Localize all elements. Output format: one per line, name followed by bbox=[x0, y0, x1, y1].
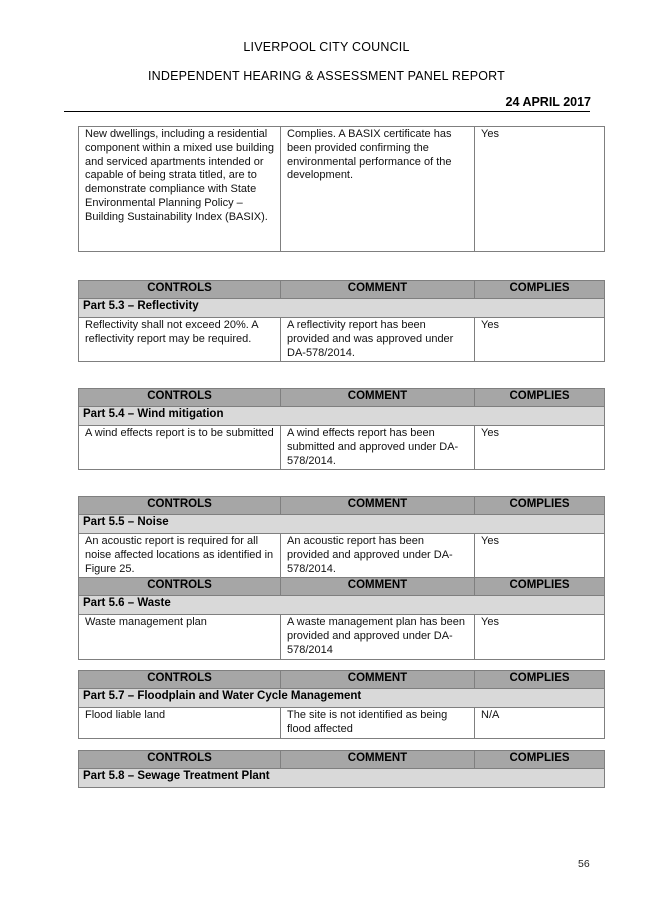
part-row bbox=[79, 299, 605, 318]
comment-cell: Complies. A BASIX certificate has been provided confirming the environmental performance of the development. bbox=[281, 127, 475, 252]
comment-cell: A reflectivity report has been provided and was approved under DA-578/2014. bbox=[281, 318, 475, 362]
table-row bbox=[79, 708, 605, 739]
table-header-row bbox=[79, 751, 605, 769]
council-name: LIVERPOOL CITY COUNCIL bbox=[243, 40, 410, 54]
complies-header: COMPLIES bbox=[475, 281, 605, 299]
control-cell: Flood liable land bbox=[79, 708, 281, 739]
complies-cell: Yes bbox=[475, 534, 605, 578]
table-row bbox=[79, 127, 605, 252]
controls-header: CONTROLS bbox=[79, 497, 281, 515]
controls-header: CONTROLS bbox=[79, 751, 281, 769]
table-part-5-4 bbox=[78, 388, 605, 470]
complies-header: COMPLIES bbox=[475, 671, 605, 689]
header-rule bbox=[64, 111, 590, 112]
table-row bbox=[79, 426, 605, 470]
part-row bbox=[79, 515, 605, 534]
complies-cell: Yes bbox=[475, 615, 605, 659]
complies-header: COMPLIES bbox=[475, 751, 605, 769]
comment-header: COMMENT bbox=[281, 671, 475, 689]
controls-header: CONTROLS bbox=[79, 671, 281, 689]
comment-header: COMMENT bbox=[281, 751, 475, 769]
comment-cell: The site is not identified as being flood affected bbox=[281, 708, 475, 739]
part-title: Part 5.4 – Wind mitigation bbox=[79, 407, 605, 426]
control-cell: New dwellings, including a residential component within a mixed use building and serviced apartments intended or capable of being strata titled, are to demonstrate compliance with State Environmental Planning Policy – Building Sustainability Index (BASIX). bbox=[79, 127, 281, 252]
part-title: Part 5.5 – Noise bbox=[79, 515, 605, 534]
part-row bbox=[79, 407, 605, 426]
table-header-row bbox=[79, 389, 605, 407]
complies-header: COMPLIES bbox=[475, 578, 605, 596]
report-date: 24 APRIL 2017 bbox=[505, 95, 591, 109]
table-row bbox=[79, 534, 605, 578]
control-cell: Reflectivity shall not exceed 20%. A reflectivity report may be required. bbox=[79, 318, 281, 362]
part-title: Part 5.8 – Sewage Treatment Plant bbox=[79, 769, 605, 788]
control-cell: An acoustic report is required for all noise affected locations as identified in Figure 25. bbox=[79, 534, 281, 578]
comment-cell: An acoustic report has been provided and approved under DA-578/2014. bbox=[281, 534, 475, 578]
table-header-row bbox=[79, 497, 605, 515]
table-header-row bbox=[79, 671, 605, 689]
part-title: Part 5.7 – Floodplain and Water Cycle Management bbox=[79, 689, 605, 708]
table-header-row bbox=[79, 281, 605, 299]
complies-cell: N/A bbox=[475, 708, 605, 739]
comment-cell: A wind effects report has been submitted and approved under DA-578/2014. bbox=[281, 426, 475, 470]
comment-header: COMMENT bbox=[281, 389, 475, 407]
control-cell: Waste management plan bbox=[79, 615, 281, 659]
part-row bbox=[79, 769, 605, 788]
comment-header: COMMENT bbox=[281, 281, 475, 299]
complies-header: COMPLIES bbox=[475, 497, 605, 515]
part-title: Part 5.3 – Reflectivity bbox=[79, 299, 605, 318]
table-header-row bbox=[79, 578, 605, 596]
comment-header: COMMENT bbox=[281, 578, 475, 596]
table-part-5-7 bbox=[78, 670, 605, 739]
part-row bbox=[79, 689, 605, 708]
report-title: INDEPENDENT HEARING & ASSESSMENT PANEL REPORT bbox=[147, 69, 505, 83]
table-row bbox=[79, 318, 605, 362]
part-title: Part 5.6 – Waste bbox=[79, 596, 605, 615]
controls-header: CONTROLS bbox=[79, 389, 281, 407]
table-part-5-3 bbox=[78, 280, 605, 362]
table-basix bbox=[78, 126, 605, 252]
complies-cell: Yes bbox=[475, 318, 605, 362]
controls-header: CONTROLS bbox=[79, 578, 281, 596]
complies-cell: Yes bbox=[475, 426, 605, 470]
control-cell: A wind effects report is to be submitted bbox=[79, 426, 281, 470]
complies-header: COMPLIES bbox=[475, 389, 605, 407]
table-part-5-8 bbox=[78, 750, 605, 788]
complies-cell: Yes bbox=[475, 127, 605, 252]
comment-cell: A waste management plan has been provided and approved under DA-578/2014 bbox=[281, 615, 475, 659]
page-number: 56 bbox=[578, 858, 590, 870]
controls-header: CONTROLS bbox=[79, 281, 281, 299]
table-part-5-5-5-6 bbox=[78, 496, 605, 660]
table-row bbox=[79, 615, 605, 659]
part-row bbox=[79, 596, 605, 615]
comment-header: COMMENT bbox=[281, 497, 475, 515]
